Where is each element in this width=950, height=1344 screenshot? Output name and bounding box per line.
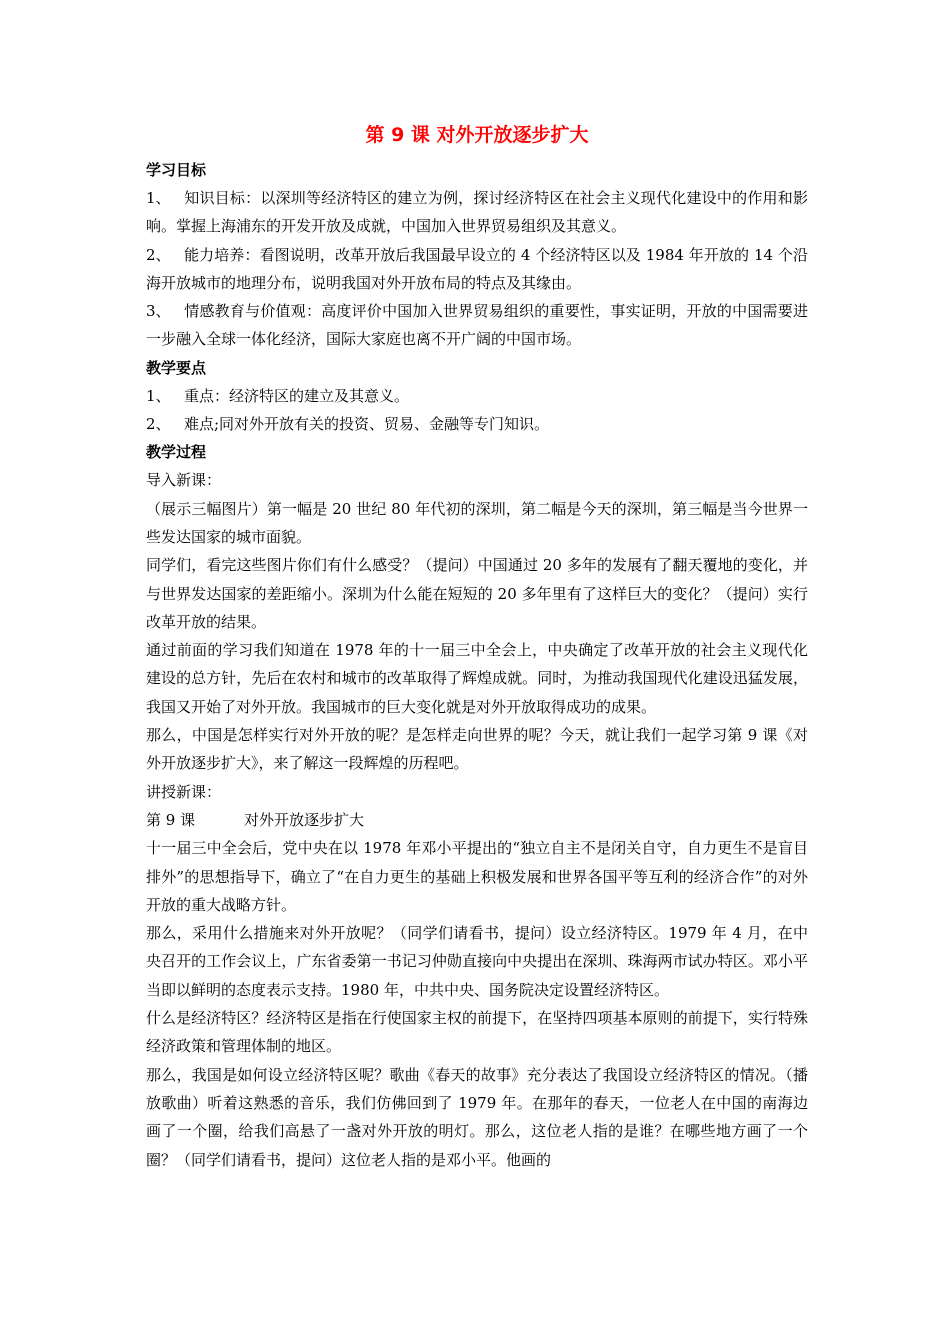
lecture-label: 讲授新课： [146, 782, 222, 801]
keypoint-number: 1、 [146, 386, 171, 405]
lesson-number: 第 9 课 [146, 810, 196, 829]
paragraph: 那么，采用什么措施来对外开放呢？（同学们请看书，提问）设立经济特区。1979 年 4 月，在中央召开的工作会议上，广东省委第一书记习仲勋直接向中央提出在深圳、珠海两市试办特区。邓小平当即以鲜明的态度表示支持。1980 年，中共中央、国务院决定设置经济特区。 [146, 924, 808, 999]
keypoint-item [146, 410, 808, 438]
lesson-name: 对外开放逐步扩大 [244, 810, 365, 829]
paragraph: 同学们，看完这些图片你们有什么感受？（提问）中国通过 20 多年的发展有了翻天覆地的变化，并与世界发达国家的差距缩小。深圳为什么能在短短的 20 多年里有了这样巨大的变化？（提问）实行改革开放的结果。 [146, 556, 808, 631]
paragraph: （展示三幅图片）第一幅是 20 世纪 80 年代初的深圳，第二幅是今天的深圳，第三幅是当今世界一些发达国家的城市面貌。 [146, 499, 808, 546]
paragraph: 什么是经济特区？经济特区是指在行使国家主权的前提下，在坚持四项基本原则的前提下，实行特殊经济政策和管理体制的地区。 [146, 1009, 808, 1056]
document-page [146, 118, 808, 1174]
section-heading-keypoints: 教学要点 [146, 358, 207, 377]
goal-text: 知识目标：以深圳等经济特区的建立为例，探讨经济特区在社会主义现代化建设中的作用和影响。掌握上海浦东的开发开放及成就，中国加入世界贸易组织及其意义。 [146, 189, 808, 236]
goal-item [146, 241, 808, 298]
keypoint-number: 2、 [146, 415, 171, 434]
paragraph: 通过前面的学习我们知道在 1978 年的十一届三中全会上，中央确定了改革开放的社会主义现代化建设的总方针，先后在农村和城市的改革取得了辉煌成就。同时，为推动我国现代化建设迅猛发展，我国又开始了对外开放。我国城市的巨大变化就是对外开放取得成功的成果。 [146, 641, 808, 716]
goal-item [146, 184, 808, 241]
section-heading-process: 教学过程 [146, 443, 207, 462]
keypoint-text: 重点：经济特区的建立及其意义。 [184, 386, 410, 405]
page-title: 第 9 课 对外开放逐步扩大 [365, 124, 589, 146]
intro-label: 导入新课： [146, 471, 222, 490]
lesson-subtitle [146, 806, 808, 834]
goal-text: 能力培养：看图说明，改革开放后我国最早设立的 4 个经济特区以及 1984 年开放的 14 个沿海开放城市的地理分布，说明我国对外开放布局的特点及其缘由。 [146, 245, 808, 292]
goal-number: 2、 [146, 245, 171, 264]
keypoint-item [146, 382, 808, 410]
keypoint-text: 难点;同对外开放有关的投资、贸易、金融等专门知识。 [184, 415, 550, 434]
section-heading-goals: 学习目标 [146, 161, 207, 179]
paragraph: 十一届三中全会后，党中央在以 1978 年邓小平提出的“独立自主不是闭关自守，自力更生不是盲目排外”的思想指导下，确立了“在自力更生的基础上积极发展和世界各国平等互利的经济合作”的对外开放的重大战略方针。 [146, 839, 808, 914]
goal-number: 1、 [146, 189, 171, 207]
goal-text: 情感教育与价值观：高度评价中国加入世界贸易组织的重要性，事实证明，开放的中国需要进一步融入全球一体化经济，国际大家庭也离不开广阔的中国市场。 [146, 302, 808, 349]
goal-item [146, 297, 808, 354]
paragraph: 那么，中国是怎样实行对外开放的呢？是怎样走向世界的呢？今天，就让我们一起学习第 9 课《对外开放逐步扩大》，来了解这一段辉煌的历程吧。 [146, 726, 808, 773]
goal-number: 3、 [146, 302, 171, 321]
paragraph: 那么，我国是如何设立经济特区呢？歌曲《春天的故事》充分表达了我国设立经济特区的情况。（播放歌曲）听着这熟悉的音乐，我们仿佛回到了 1979 年。在那年的春天，一位老人在中国的南海边画了一个圈，给我们高悬了一盏对外开放的明灯。那么，这位老人指的是谁？在哪些地方画了一个圈？（同学们请看书，提问）这位老人指的是邓小平。他画的 [146, 1065, 808, 1169]
